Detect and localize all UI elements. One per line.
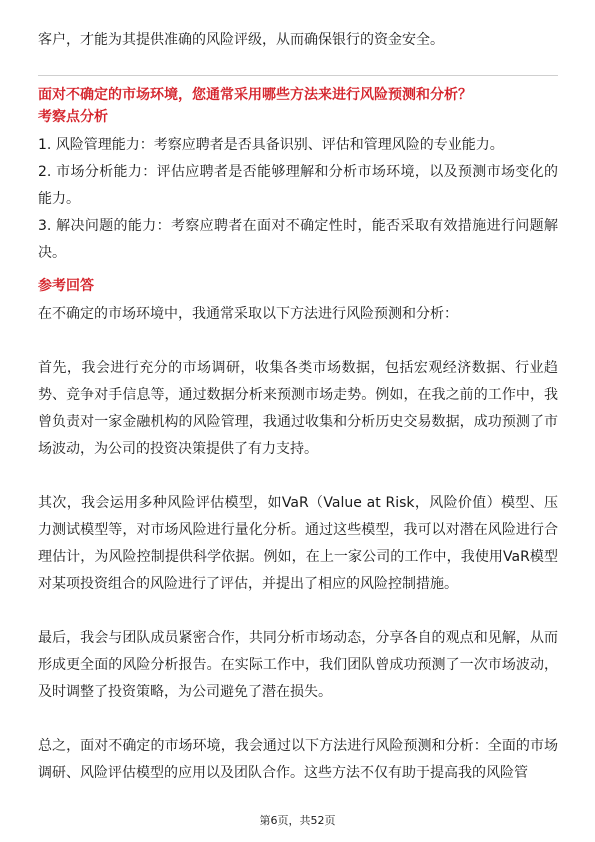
answer-paragraph-1: 首先，我会进行充分的市场调研，收集各类市场数据，包括宏观经济数据、行业趋势、竞争对手信息等，通过数据分析来预测市场走势。例如，在我之前的工作中，我曾负责对一家金融机构的风险管理，我通过收集和分析历史交易数据，成功预测了市场波动，为公司的投资决策提供了有力支持。 (38, 360, 558, 457)
analysis-item-3: 3. 解决问题的能力：考察应聘者在面对不确定性时，能否采取有效措施进行问题解决。 (38, 218, 558, 261)
answer-title: 参考回答 (38, 278, 94, 294)
paragraph-gap (38, 463, 558, 490)
section-divider (38, 75, 558, 76)
analysis-title: 考察点分析 (38, 109, 108, 125)
answer-lead: 在不确定的市场环境中，我通常采取以下方法进行风险预测和分析： (38, 306, 458, 322)
paragraph-gap (38, 328, 558, 355)
page-footer: 第6页，共52页 (259, 814, 336, 827)
document-page (38, 0, 558, 787)
paragraph-gap (38, 598, 558, 625)
answer-paragraph-3: 最后，我会与团队成员紧密合作，共同分析市场动态，分享各自的观点和见解，从而形成更全面的风险分析报告。在实际工作中，我们团队曾成功预测了一次市场波动，及时调整了投资策略，为公司避免了潜在损失。 (38, 630, 558, 700)
intro-line: 客户，才能为其提供准确的风险评级，从而确保银行的资金安全。 (38, 32, 444, 48)
answer-paragraph-2: 其次，我会运用多种风险评估模型，如VaR（Value at Risk，风险价值）模型、压力测试模型等，对市场风险进行量化分析。通过这些模型，我可以对潜在风险进行合理估计，为风险控制提供科学依据。例如，在上一家公司的工作中，我使用VaR模型对某项投资组合的风险进行了评估，并提出了相应的风险控制措施。 (38, 495, 558, 592)
analysis-item-1: 1. 风险管理能力：考察应聘者是否具备识别、评估和管理风险的专业能力。 (38, 137, 504, 153)
question-heading: 面对不确定的市场环境，您通常采用哪些方法来进行风险预测和分析？ (38, 87, 472, 103)
answer-paragraph-4: 总之，面对不确定的市场环境，我会通过以下方法进行风险预测和分析：全面的市场调研、风险评估模型的应用以及团队合作。这些方法不仅有助于提高我的风险管 (38, 738, 558, 781)
paragraph-gap (38, 706, 558, 733)
analysis-item-2: 2. 市场分析能力：评估应聘者是否能够理解和分析市场环境，以及预测市场变化的能力。 (38, 164, 558, 207)
